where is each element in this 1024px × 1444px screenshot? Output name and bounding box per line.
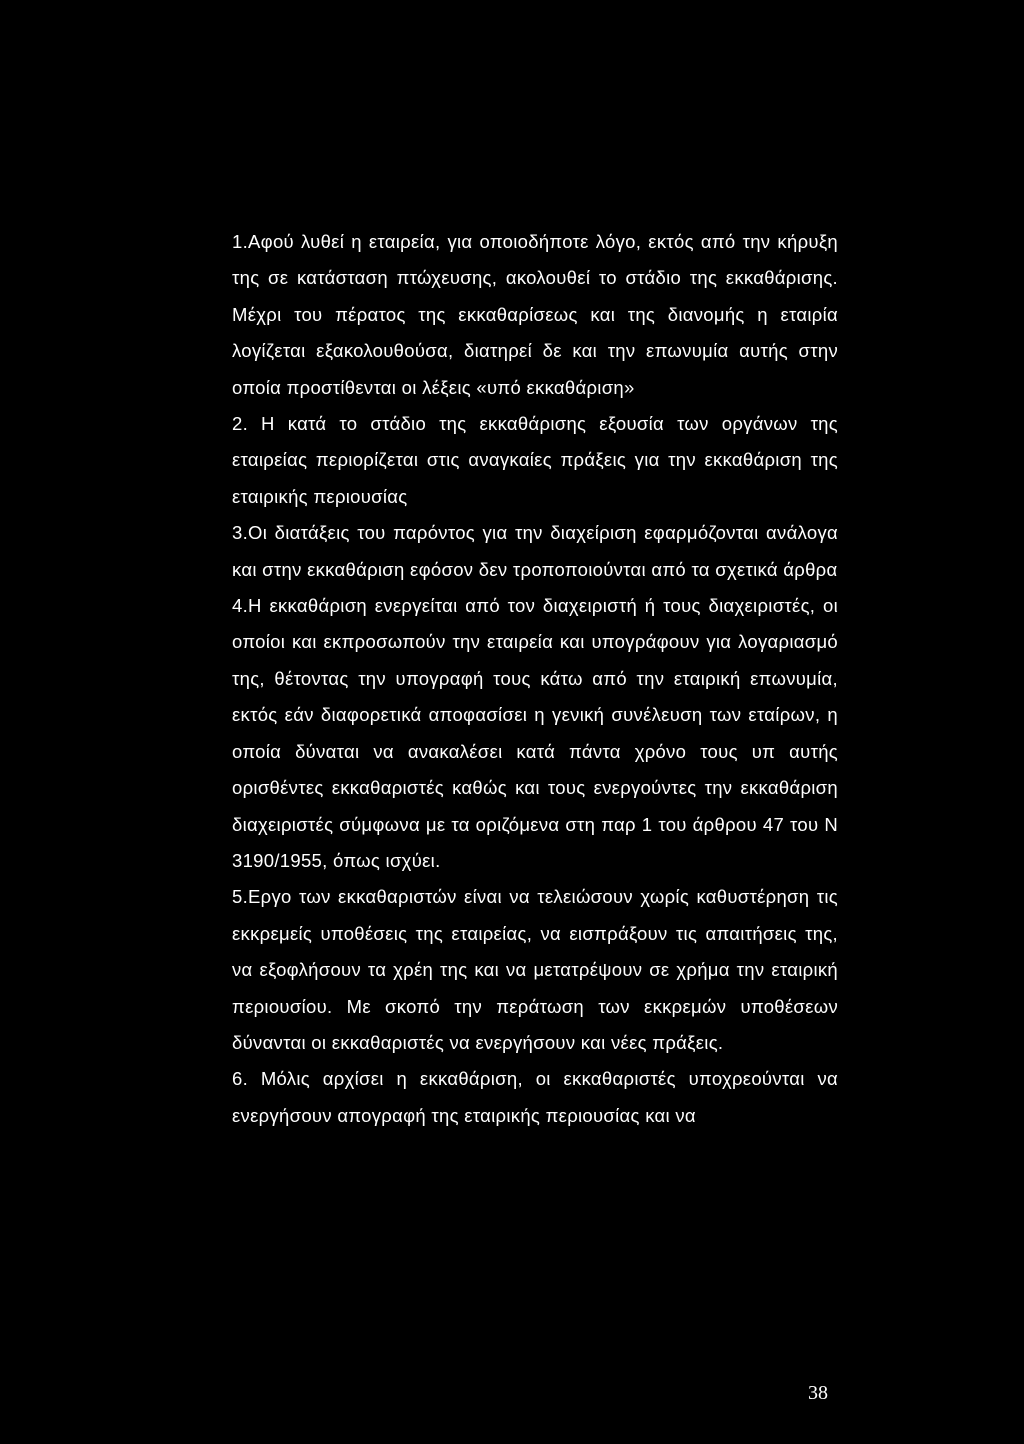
paragraph-5: 5.Εργο των εκκαθαριστών είναι να τελειώσουν χωρίς καθυστέρηση τις εκκρεμείς υποθέσεις της εταιρείας, να εισπράξουν τις απαιτήσεις της, να εξοφλήσουν τα χρέη της και να μετατρέψουν σε χρήμα την εταιρική περιουσίου. Με σκοπό την περάτωση των εκκρεμών υποθέσεων δύνανται οι εκκαθαριστές να ενεργήσουν και νέες πράξεις.: [232, 886, 838, 1053]
paragraph-1: 1.Αφού λυθεί η εταιρεία, για οποιοδήποτε λόγο, εκτός από την κήρυξη της σε κατάσταση πτώχευσης, ακολουθεί το στάδιο της εκκαθάρισης. Μέχρι του πέρατος της εκκαθαρίσεως και της διανομής η εταιρία λογίζεται εξακολουθούσα, διατηρεί δε και την επωνυμία αυτής στην οποία προστίθενται οι λέξεις «υπό εκκαθάριση»: [232, 231, 838, 398]
paragraph-2: 2. Η κατά το στάδιο της εκκαθάρισης εξουσία των οργάνων της εταιρείας περιορίζεται στις αναγκαίες πράξεις για την εκκαθάριση της εταιρικής περιουσίας: [232, 413, 838, 507]
page-number: 38: [808, 1382, 828, 1404]
document-body: [232, 224, 838, 1134]
paragraph-4: 4.Η εκκαθάριση ενεργείται από τον διαχειριστή ή τους διαχειριστές, οι οποίοι και εκπροσωπούν την εταιρεία και υπογράφουν για λογαριασμό της, θέτοντας την υπογραφή τους κάτω από την εταιρική επωνυμία, εκτός εάν διαφορετικά αποφασίσει η γενική συνέλευση των εταίρων, η οποία δύναται να ανακαλέσει κατά πάντα χρόνο τους υπ αυτής ορισθέντες εκκαθαριστές καθώς και τους ενεργούντες την εκκαθάριση διαχειριστές σύμφωνα με τα οριζόμενα στη παρ 1 του άρθρου 47 του Ν 3190/1955, όπως ισχύει.: [232, 595, 838, 871]
paragraph-6: 6. Μόλις αρχίσει η εκκαθάριση, οι εκκαθαριστές υποχρεούνται να ενεργήσουν απογραφή της εταιρικής περιουσίας και να: [232, 1068, 838, 1126]
paragraph-3: 3.Οι διατάξεις του παρόντος για την διαχείριση εφαρμόζονται ανάλογα και στην εκκαθάριση εφόσον δεν τροποποιούνται από τα σχετικά άρθρα: [232, 522, 838, 580]
